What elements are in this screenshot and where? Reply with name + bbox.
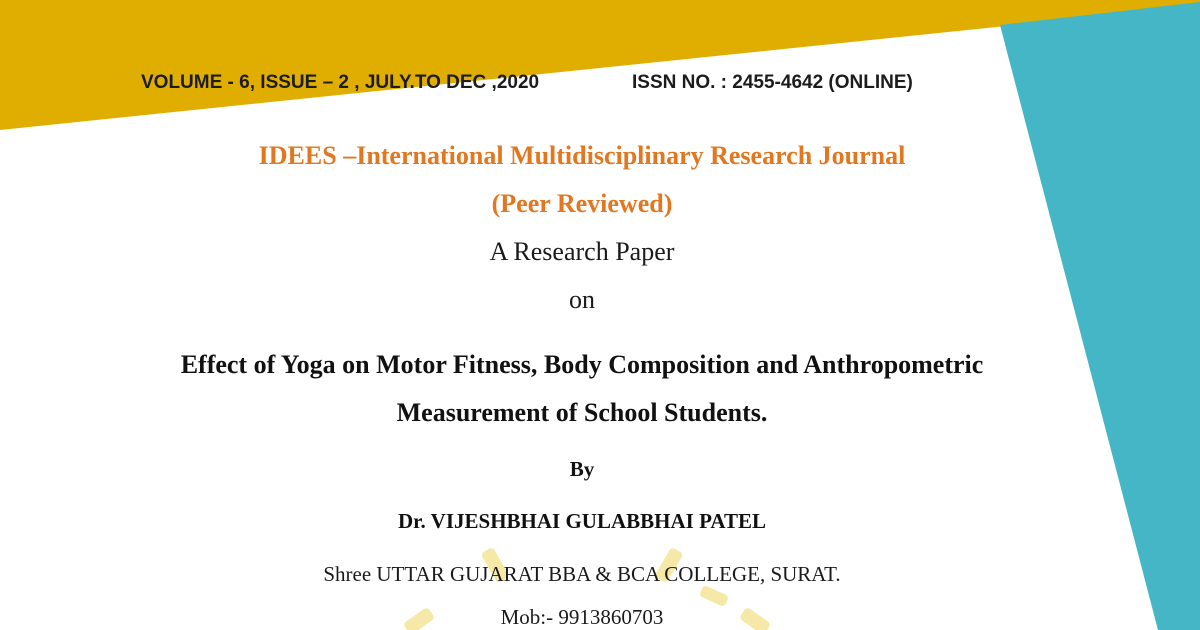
issn-text: ISSN NO. : 2455-4642 (ONLINE) bbox=[632, 72, 913, 93]
author-name: Dr. VIJESHBHAI GULABBHAI PATEL bbox=[398, 509, 766, 533]
journal-name: IDEES –International Multidisciplinary Research Journal bbox=[258, 141, 906, 170]
by-label: By bbox=[569, 457, 595, 481]
journal-header bbox=[0, 72, 1200, 100]
author-contact: Mob:- 9913860703 bbox=[500, 605, 664, 629]
author-affiliation: Shree UTTAR GUJARAT BBA & BCA COLLEGE, SURAT. bbox=[323, 562, 841, 586]
paper-type-label: A Research Paper bbox=[489, 237, 675, 266]
on-label: on bbox=[569, 285, 595, 314]
volume-issue-text: VOLUME - 6, ISSUE – 2 , JULY.TO DEC ,2020 bbox=[141, 72, 540, 93]
paper-title-line-1: Effect of Yoga on Motor Fitness, Body Composition and Anthropometric bbox=[180, 350, 984, 379]
peer-reviewed-label: (Peer Reviewed) bbox=[491, 189, 673, 218]
paper-title-line-2: Measurement of School Students. bbox=[396, 398, 768, 427]
